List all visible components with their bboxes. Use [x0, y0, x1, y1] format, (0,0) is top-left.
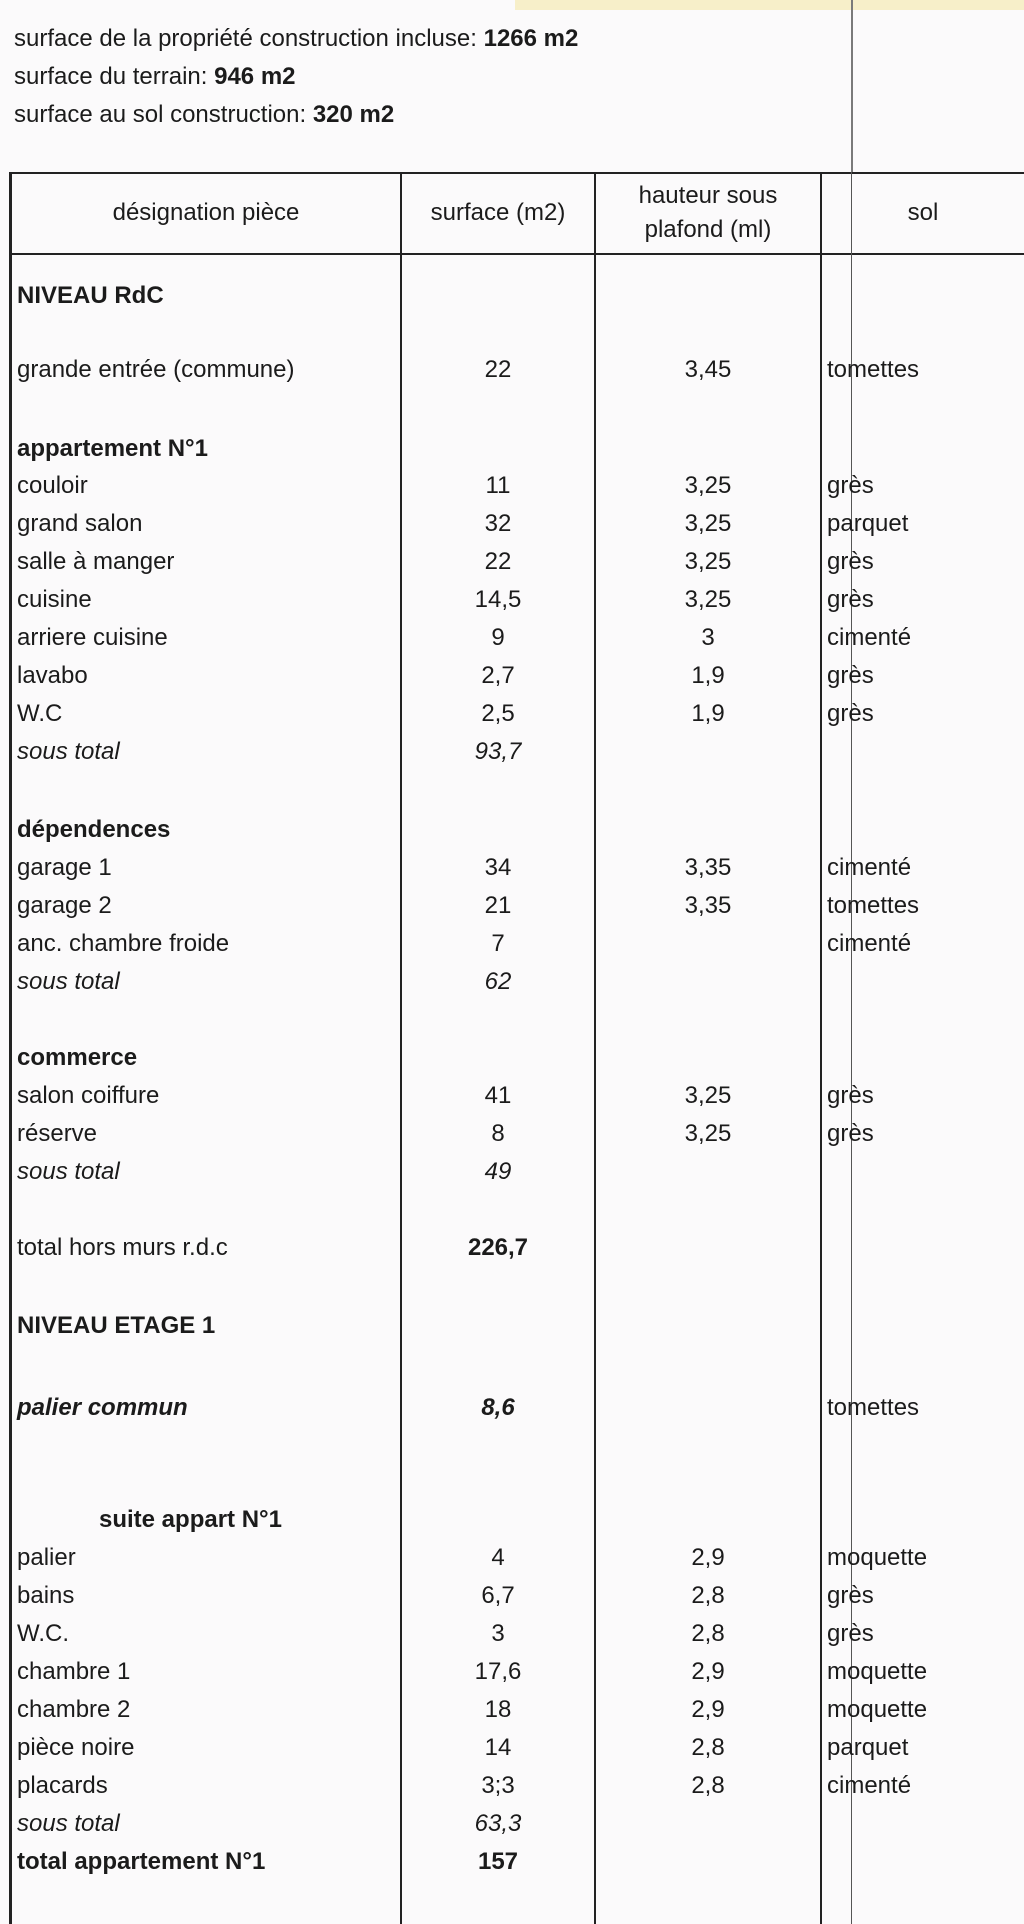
cell-designation: garage 1 — [17, 854, 112, 881]
header-surface-label: surface (m2) — [430, 198, 566, 226]
cell-designation: grande entrée (commune) — [17, 356, 295, 383]
summary-value: 320 m2 — [312, 101, 395, 128]
cell-designation: pièce noire — [17, 1734, 135, 1761]
cell-designation: appartement N°1 — [17, 435, 208, 462]
cell-surface: 6,7 — [481, 1582, 515, 1609]
table-row — [9, 1502, 1024, 1538]
cell-sol: parquet — [827, 510, 909, 537]
table-row — [9, 734, 1024, 770]
cell-surface: 63,3 — [474, 1810, 522, 1837]
cell-designation: salon coiffure — [17, 1082, 160, 1109]
cell-designation: suite appart N°1 — [99, 1506, 282, 1533]
table-row — [9, 1616, 1024, 1652]
table-row — [9, 1540, 1024, 1576]
cell-designation: sous total — [17, 968, 120, 995]
summary-value: 946 m2 — [214, 63, 296, 90]
cell-hauteur: 1,9 — [691, 662, 725, 689]
table-row — [9, 506, 1024, 542]
cell-designation: dépendences — [17, 816, 171, 843]
cell-sol: moquette — [827, 1544, 928, 1571]
cell-designation: couloir — [17, 472, 88, 499]
cell-designation: sous total — [17, 738, 120, 765]
rooms-table — [9, 172, 1024, 1924]
table-row — [9, 1768, 1024, 1804]
cell-surface: 9 — [491, 624, 505, 651]
table-header — [9, 172, 1024, 253]
cell-hauteur: 2,8 — [691, 1620, 725, 1647]
header-surface — [402, 172, 594, 253]
summary-label: surface du terrain: — [14, 63, 215, 90]
top-highlight-strip — [515, 0, 1024, 10]
cell-surface: 21 — [484, 892, 512, 919]
cell-sol: grès — [827, 586, 874, 613]
cell-designation: garage 2 — [17, 892, 112, 919]
cell-surface: 157 — [477, 1848, 519, 1875]
table-row — [9, 1230, 1024, 1266]
cell-designation: total hors murs r.d.c — [17, 1234, 228, 1261]
cell-hauteur: 3 — [701, 624, 715, 651]
cell-sol: tomettes — [827, 356, 920, 383]
cell-sol: tomettes — [827, 1394, 920, 1421]
cell-surface: 22 — [484, 356, 512, 383]
cell-designation: palier commun — [17, 1394, 188, 1421]
cell-designation: total appartement N°1 — [17, 1848, 266, 1875]
cell-designation: palier — [17, 1544, 76, 1571]
cell-sol: grès — [827, 1120, 874, 1147]
cell-hauteur: 2,9 — [691, 1544, 725, 1571]
cell-sol: cimenté — [827, 624, 912, 651]
cell-surface: 18 — [484, 1696, 512, 1723]
summary-line-property — [14, 20, 578, 58]
header-hauteur — [596, 172, 820, 253]
table-row — [9, 658, 1024, 694]
cell-designation: chambre 2 — [17, 1696, 131, 1723]
cell-designation: cuisine — [17, 586, 92, 613]
cell-designation: sous total — [17, 1158, 120, 1185]
table-row — [9, 1078, 1024, 1114]
cell-sol: tomettes — [827, 892, 920, 919]
cell-surface: 7 — [491, 930, 505, 957]
cell-sol: cimenté — [827, 854, 912, 881]
summary-label: surface au sol construction: — [14, 101, 313, 128]
summary-line-ground — [14, 96, 578, 134]
cell-hauteur: 2,8 — [691, 1582, 725, 1609]
table-row — [9, 888, 1024, 924]
table-row — [9, 1308, 1024, 1344]
cell-hauteur: 1,9 — [691, 700, 725, 727]
cell-surface: 2,5 — [481, 700, 515, 727]
table-row — [9, 696, 1024, 732]
cell-sol: grès — [827, 1620, 874, 1647]
cell-hauteur: 3,45 — [684, 356, 732, 383]
table-row — [9, 1654, 1024, 1690]
cell-hauteur: 2,9 — [691, 1658, 725, 1685]
cell-hauteur: 3,25 — [684, 1120, 732, 1147]
cell-surface: 11 — [485, 472, 511, 499]
cell-designation: réserve — [17, 1120, 98, 1147]
header-hauteur-line1: hauteur sous — [638, 181, 778, 209]
cell-designation: arriere cuisine — [17, 624, 168, 651]
cell-sol: parquet — [827, 1734, 909, 1761]
cell-hauteur: 3,35 — [684, 854, 732, 881]
cell-surface: 8 — [491, 1120, 505, 1147]
table-row — [9, 431, 1024, 467]
cell-designation: W.C — [17, 700, 63, 727]
cell-surface: 93,7 — [474, 738, 522, 765]
cell-designation: NIVEAU ETAGE 1 — [17, 1312, 216, 1339]
table-row — [9, 812, 1024, 848]
cell-designation: sous total — [17, 1810, 120, 1837]
cell-surface: 4 — [491, 1544, 505, 1571]
header-sol-label: sol — [907, 198, 939, 226]
cell-hauteur: 3,25 — [684, 548, 732, 575]
table-row — [9, 1806, 1024, 1842]
cell-surface: 226,7 — [467, 1234, 529, 1261]
table-row — [9, 1040, 1024, 1076]
table-row — [9, 1578, 1024, 1614]
table-row — [9, 468, 1024, 504]
table-row — [9, 1730, 1024, 1766]
table-row — [9, 582, 1024, 618]
summary-value: 1266 m2 — [483, 25, 579, 52]
cell-surface: 8,6 — [481, 1394, 515, 1421]
header-hauteur-line2: plafond (ml) — [644, 215, 772, 243]
scan-vertical-line — [851, 0, 853, 172]
cell-designation: placards — [17, 1772, 108, 1799]
cell-hauteur: 2,9 — [691, 1696, 725, 1723]
cell-surface: 22 — [484, 548, 512, 575]
header-designation-label: désignation pièce — [112, 198, 300, 226]
cell-sol: grès — [827, 548, 874, 575]
cell-surface: 3 — [491, 1620, 505, 1647]
cell-designation: salle à manger — [17, 548, 175, 575]
cell-surface: 34 — [484, 854, 512, 881]
cell-sol: grès — [827, 1582, 874, 1609]
table-row — [9, 278, 1024, 314]
cell-surface: 17,6 — [474, 1658, 522, 1685]
header-sol — [822, 172, 1024, 253]
cell-surface: 3;3 — [481, 1772, 515, 1799]
cell-surface: 14 — [484, 1734, 512, 1761]
cell-sol: cimenté — [827, 1772, 912, 1799]
cell-surface: 62 — [484, 968, 512, 995]
summary-label: surface de la propriété construction incluse: — [14, 25, 484, 52]
cell-sol: grès — [827, 662, 874, 689]
header-bottom-border — [9, 253, 1024, 255]
cell-sol: grès — [827, 700, 874, 727]
table-row — [9, 964, 1024, 1000]
header-designation — [12, 172, 400, 253]
cell-sol: grès — [827, 472, 874, 499]
table-row — [9, 1116, 1024, 1152]
cell-hauteur: 3,25 — [684, 510, 732, 537]
cell-designation: anc. chambre froide — [17, 930, 230, 957]
surface-summary — [14, 20, 578, 134]
cell-sol: moquette — [827, 1696, 928, 1723]
cell-hauteur: 3,25 — [684, 586, 732, 613]
cell-designation: W.C. — [17, 1620, 69, 1647]
cell-sol: grès — [827, 1082, 874, 1109]
cell-designation: bains — [17, 1582, 75, 1609]
cell-designation: lavabo — [17, 662, 88, 689]
cell-designation: grand salon — [17, 510, 143, 537]
cell-sol: moquette — [827, 1658, 928, 1685]
cell-surface: 14,5 — [474, 586, 522, 613]
table-row — [9, 926, 1024, 962]
cell-hauteur: 2,8 — [691, 1772, 725, 1799]
table-row — [9, 544, 1024, 580]
cell-surface: 41 — [484, 1082, 512, 1109]
cell-designation: commerce — [17, 1044, 138, 1071]
cell-sol: cimenté — [827, 930, 912, 957]
cell-hauteur: 3,25 — [684, 1082, 732, 1109]
table-row — [9, 1692, 1024, 1728]
cell-surface: 2,7 — [481, 662, 515, 689]
table-row — [9, 1390, 1024, 1426]
summary-line-terrain — [14, 58, 578, 96]
table-row — [9, 352, 1024, 388]
table-row — [9, 620, 1024, 656]
cell-surface: 49 — [484, 1158, 512, 1185]
cell-hauteur: 3,35 — [684, 892, 732, 919]
cell-hauteur: 2,8 — [691, 1734, 725, 1761]
cell-designation: chambre 1 — [17, 1658, 131, 1685]
table-row — [9, 1154, 1024, 1190]
table-row — [9, 1844, 1024, 1880]
cell-surface: 32 — [484, 510, 512, 537]
cell-designation: NIVEAU RdC — [17, 282, 164, 309]
cell-hauteur: 3,25 — [684, 472, 732, 499]
table-row — [9, 850, 1024, 886]
